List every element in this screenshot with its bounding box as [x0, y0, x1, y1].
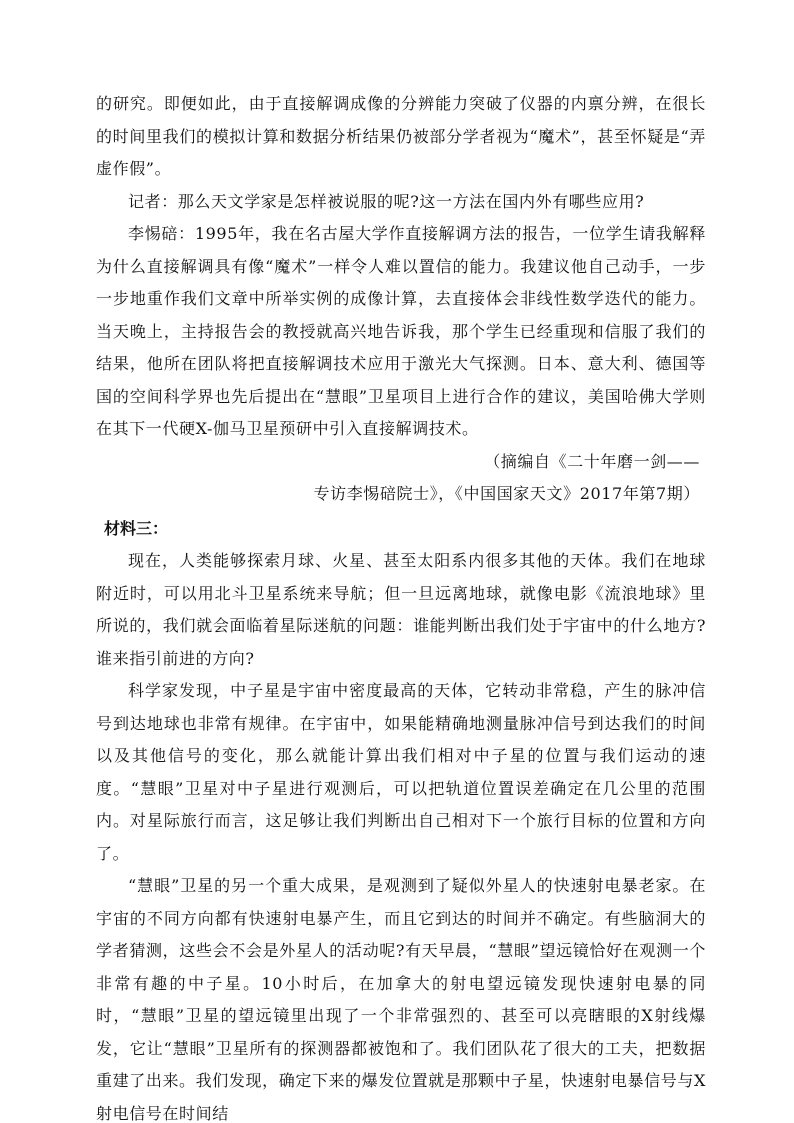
paragraph-continuation: 的研究。即便如此，由于直接解调成像的分辨能力突破了仪器的内禀分辨，在很长的时间里我们的模拟计算和数据分析结果仍被部分学者视为“魔术”，甚至怀疑是“弄虚作假”。 [96, 94, 706, 178]
paragraph-frb: “慧眼”卫星的另一个重大成果，是观测到了疑似外星人的快速射电暴老家。在宇宙的不同方向都有快速射电暴产生，而且它到达的时间并不确定。有些脑洞大的学者猜测，这些会不会是外星人的活动呢?有天早晨，“慧眼”望远镜恰好在观测一个非常有趣的中子星。10小时后，在加拿大的射电望远镜发现快速射电暴的同时，“慧眼”卫星的望远镜里出现了一个非常强烈的、甚至可以亮瞎眼的X射线爆发，它让“慧眼”卫星所有的探测器都被饱和了。我们团队花了很大的工夫，把数据重建了出来。我们发现，确定下来的爆发位置就是那颗中子星，快速射电暴信号与X射电信号在时间结 [96, 876, 706, 1123]
source-citation-line2: 专访李惕碚院士》，《中国国家天文》2017年第7期） [313, 484, 700, 503]
paragraph-li-answer: 李惕碚：1995年，我在名古屋大学作直接解调方法的报告，一位学生请我解释为什么直接解调具有像“魔术”一样令人难以置信的能力。我建议他自己动手，一步一步地重作我们文章中所举实例的成像计算，去直接体会非线性数学迭代的能力。当天晚上，主持报告会的教授就高兴地告诉我，那个学生已经重现和信服了我们的结果，他所在团队将把直接解调技术应用于激光大气探测。日本、意大利、德国等国的空间科学界也先后提出在“慧眼”卫星项目上进行合作的建议，美国哈佛大学则在其下一代硬X-伽马卫星预研中引入直接解调技术。 [96, 224, 706, 438]
paragraph-neutron-star: 科学家发现，中子星是宇宙中密度最高的天体，它转动非常稳，产生的脉冲信号到达地球也非常有规律。在宇宙中，如果能精确地测量脉冲信号到达我们的时间以及其他信号的变化，那么就能计算出我们相对中子星的位置与我们运动的速度。“慧眼”卫星对中子星进行观测后，可以把轨道位置误差确定在几公里的范围内。对星际旅行而言，这足够让我们判断出自己相对下一个旅行目标的位置和方向了。 [96, 681, 706, 863]
material3-heading: 材料三： [104, 518, 169, 538]
paragraph-reporter-question: 记者：那么天文学家是怎样被说服的呢?这一方法在国内外有哪些应用? [128, 191, 645, 211]
source-citation-line1: （摘编自《二十年磨一剑—— [484, 451, 700, 471]
paragraph-navigation: 现在，人类能够探索月球、火星、甚至太阳系内很多其他的天体。我们在地球附近时，可以用北斗卫星系统来导航；但一旦远离地球，就像电影《流浪地球》里所说的，我们就会面临着星际迷航的问题：谁能判断出我们处于宇宙中的什么地方?谁来指引前进的方向? [96, 551, 706, 668]
